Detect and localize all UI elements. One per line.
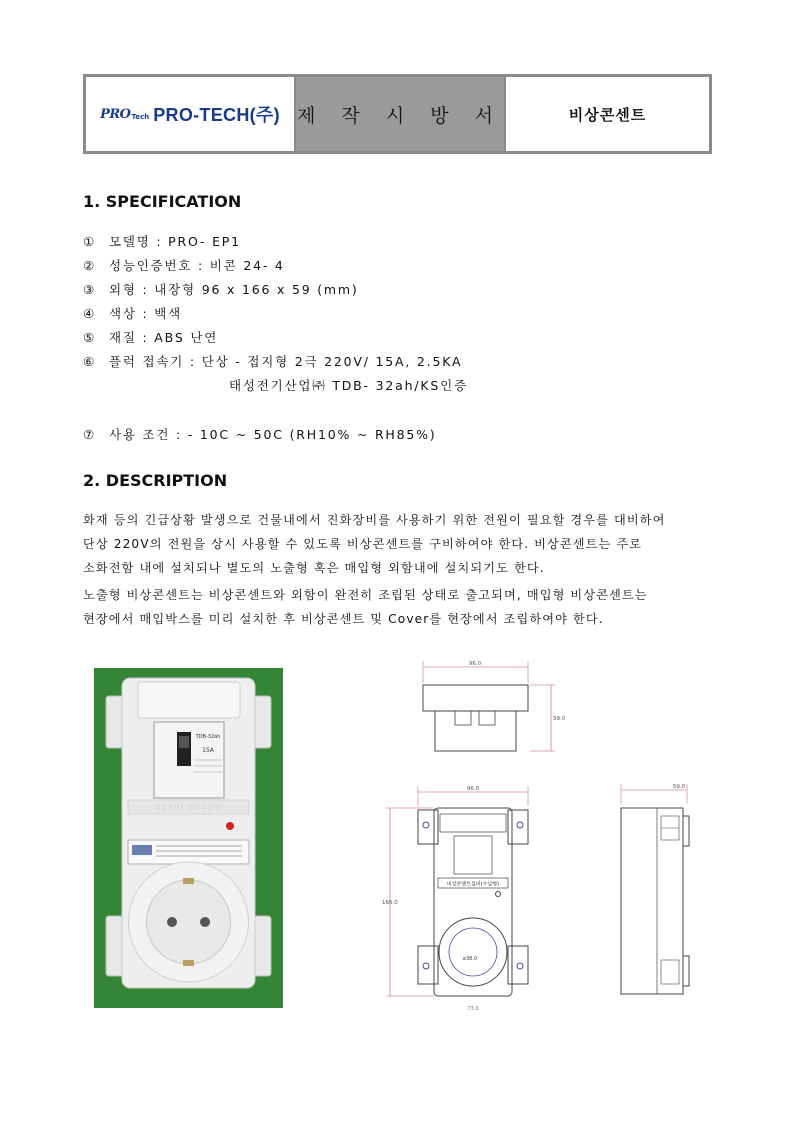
top-view-drawing — [405, 655, 565, 755]
spec-item — [83, 280, 359, 298]
description-line: 단상 220V의 전원을 상시 사용할 수 있도록 비상콘센트를 구비하여야 한다. 비상콘센트는 주로 — [83, 537, 643, 551]
spec-item-number: ④ — [83, 306, 95, 321]
breaker-rating-text: 15A — [202, 747, 214, 754]
spec-item-number: ⑥ — [83, 354, 95, 369]
breaker-brand-text: TDB-32ah — [195, 734, 221, 740]
description-line: 현장에서 매입박스를 미리 설치한 후 비상콘센트 및 Cover를 현장에서 조립하여야 한다. — [83, 612, 604, 626]
logo-mark-pro: PRO — [100, 106, 131, 122]
specification-heading: 1. SPECIFICATION — [83, 192, 242, 211]
company-name: PRO-TECH(주) — [153, 105, 280, 125]
spec-item-text: 플럭 접속기 : 단상 - 접지형 2극 220V/ 15A, 2.5KA — [109, 354, 463, 369]
side-view-width-label: 59.0 — [672, 784, 686, 790]
description-line: 노출형 비상콘센트는 비상콘센트와 외함이 완전히 조립된 상태로 출고되며, 매입형 비상콘센트는 — [83, 588, 648, 602]
description-line: 화재 등의 긴급상황 발생으로 건물내에서 진화장비를 사용하기 위한 전원이 필요할 경우를 대비하여 — [83, 513, 666, 527]
front-view-height-label: 166.0 — [382, 900, 398, 906]
product-photo — [94, 668, 283, 1008]
spec-item-text: 사용 조건 : - 10C ~ 50C (RH10% ~ RH85%) — [109, 427, 437, 442]
spec-item-number: ② — [83, 258, 95, 273]
spec-item — [83, 352, 462, 370]
document-title: 제 작 시 방 서 — [297, 104, 503, 127]
spec-item — [83, 425, 437, 443]
spec-item-text: 재질 : ABS 난연 — [109, 330, 219, 345]
front-view-label-text: 비상콘센트설비(수납형) — [446, 881, 500, 888]
spec-item — [83, 232, 241, 250]
top-view-height-label: 59.0 — [553, 716, 565, 722]
photo-front-label: 비상콘센트설비(수납형) — [154, 804, 223, 812]
document-header — [83, 74, 712, 154]
spec-item-number: ① — [83, 234, 95, 249]
spec-item-number: ⑤ — [83, 330, 95, 345]
product-name-cell — [506, 77, 709, 151]
spec-item-number: ⑦ — [83, 427, 95, 442]
spec-item-continuation: 태성전기산업㈜ TDB- 32ah/KS인증 — [229, 378, 468, 393]
top-view-width-label: 96.0 — [468, 661, 482, 667]
spec-item — [83, 328, 218, 346]
logo-mark-tech: Tech — [131, 112, 150, 121]
front-view-bottom-label: 73.0 — [467, 1006, 479, 1012]
spec-item — [83, 304, 182, 322]
spec-item-text: 성능인증번호 : 비콘 24- 4 — [109, 258, 285, 273]
spec-item-text: 색상 : 백색 — [109, 306, 183, 321]
logo-mark-icon — [100, 107, 149, 122]
product-name: 비상콘센트 — [568, 105, 647, 124]
description-heading: 2. DESCRIPTION — [83, 471, 228, 490]
description-line: 소화전함 내에 설치되나 별도의 노출형 혹은 매입형 외함내에 설치되기도 한다. — [83, 561, 545, 575]
outlet-diameter-label: ø38.0 — [462, 956, 478, 962]
spec-item-text: 모델명 : PRO- EP1 — [109, 234, 241, 249]
company-logo — [86, 77, 296, 151]
side-view-drawing — [615, 780, 695, 1000]
document-title-cell — [296, 77, 506, 151]
front-view-width-label: 96.0 — [466, 786, 480, 792]
spec-item-text: 외형 : 내장형 96 x 166 x 59 (mm) — [109, 282, 359, 297]
front-view-drawing — [378, 780, 568, 1012]
spec-item — [83, 256, 285, 274]
spec-item-number: ③ — [83, 282, 95, 297]
